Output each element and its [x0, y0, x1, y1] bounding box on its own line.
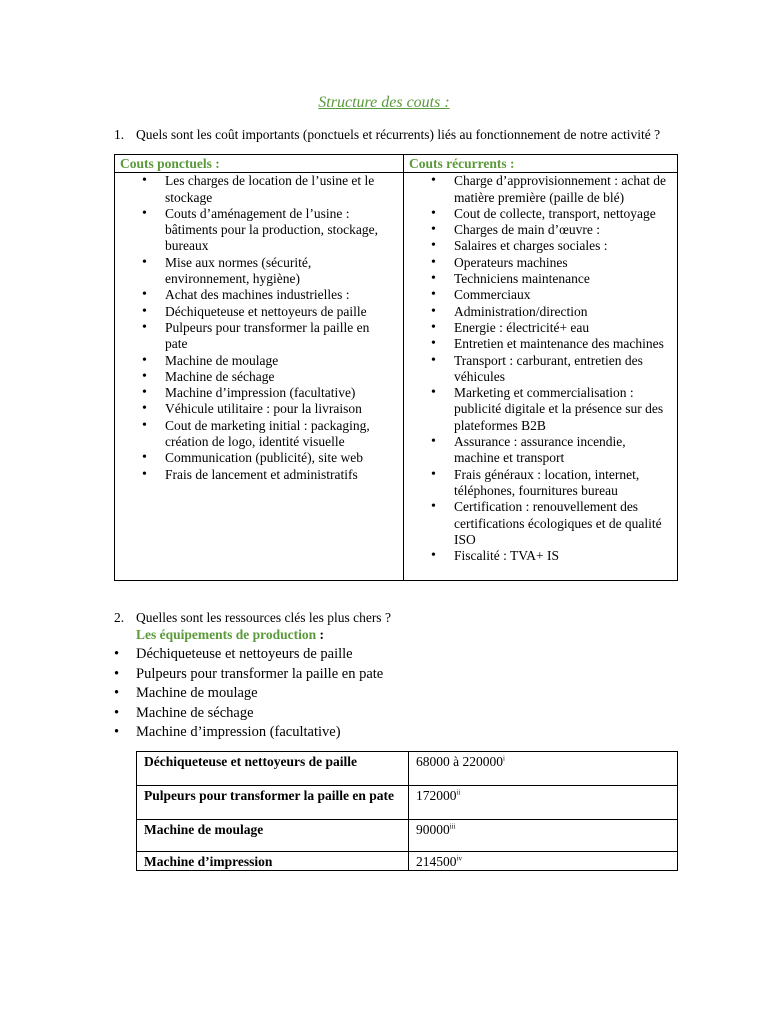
equipment-name-cell: Machine d’impression — [137, 852, 409, 871]
list-item: • Communication (publicité), site web — [115, 450, 403, 466]
equipment-subheading-colon: : — [316, 627, 325, 642]
list-item: • Frais généraux : location, internet, téléphones, fournitures bureau — [404, 467, 677, 500]
list-item: • Les charges de location de l’usine et le stockage — [115, 173, 403, 206]
question-2-number: 2. — [114, 610, 125, 625]
equipment-price-cell — [409, 786, 678, 820]
equipment-name-cell: Déchiqueteuse et nettoyeurs de paille — [137, 752, 409, 786]
equipment-price-cell — [409, 852, 678, 871]
equipment-subheading-text: Les équipements de production — [136, 627, 317, 642]
question-2 — [114, 609, 391, 626]
list-item: • Charges de main d’œuvre : — [404, 222, 677, 238]
list-item: • Machine d’impression (facultative) — [114, 723, 383, 743]
price-table — [136, 751, 678, 871]
list-item: • Machine d’impression (facultative) — [115, 385, 403, 401]
list-item: • Entretien et maintenance des machines — [404, 336, 677, 352]
list-item: • Achat des machines industrielles : — [115, 287, 403, 303]
ponctuels-list — [115, 173, 403, 483]
list-item: • Véhicule utilitaire : pour la livraison — [115, 401, 403, 417]
list-item: • Marketing et commercialisation : publicité digitale et la présence sur des plateformes B2B — [404, 385, 677, 434]
list-item: • Techniciens maintenance — [404, 271, 677, 287]
list-item: • Fiscalité : TVA+ IS — [404, 548, 677, 564]
question-1 — [114, 126, 660, 143]
list-item: • Charge d’approvisionnement : achat de matière première (paille de blé) — [404, 173, 677, 206]
equipment-price-cell — [409, 820, 678, 852]
table-row — [137, 820, 678, 852]
list-item: • Machine de moulage — [114, 684, 383, 704]
question-2-text: Quelles sont les ressources clés les plus chers ? — [136, 610, 391, 625]
footnote-marker: iv — [456, 854, 462, 863]
ponctuels-header: Couts ponctuels : — [115, 155, 404, 173]
equipment-list — [114, 645, 383, 743]
question-1-number: 1. — [114, 127, 125, 142]
recurrents-cell — [404, 173, 678, 581]
list-item: • Machine de séchage — [114, 704, 383, 724]
list-item: • Certification : renouvellement des certifications écologiques et de qualité ISO — [404, 499, 677, 548]
list-item: • Operateurs machines — [404, 255, 677, 271]
ponctuels-cell — [115, 173, 404, 581]
footnote-marker: ii — [456, 788, 461, 797]
costs-table — [114, 154, 678, 581]
list-item: • Energie : électricité+ eau — [404, 320, 677, 336]
list-item: • Couts d’aménagement de l’usine : bâtiments pour la production, stockage, bureaux — [115, 206, 403, 255]
equipment-name-cell: Pulpeurs pour transformer la paille en pate — [137, 786, 409, 820]
list-item: • Transport : carburant, entretien des véhicules — [404, 353, 677, 386]
price-value: 90000 — [416, 822, 450, 837]
list-item: • Cout de collecte, transport, nettoyage — [404, 206, 677, 222]
list-item: • Commerciaux — [404, 287, 677, 303]
list-item: • Mise aux normes (sécurité, environnement, hygiène) — [115, 255, 403, 288]
list-item: • Frais de lancement et administratifs — [115, 467, 403, 483]
list-item: • Pulpeurs pour transformer la paille en pate — [115, 320, 403, 353]
footnote-marker: iii — [449, 822, 456, 831]
list-item: • Administration/direction — [404, 304, 677, 320]
footnote-marker: i — [503, 754, 505, 763]
equipment-subheading — [136, 627, 324, 643]
question-1-text: Quels sont les coût importants (ponctuels et récurrents) liés au fonctionnement de notre activité ? — [136, 127, 661, 142]
list-item: • Assurance : assurance incendie, machine et transport — [404, 434, 677, 467]
page-title: Structure des couts : — [318, 94, 450, 111]
list-item: • Machine de séchage — [115, 369, 403, 385]
recurrents-header: Couts récurrents : — [404, 155, 678, 173]
table-row — [137, 852, 678, 871]
list-item: • Machine de moulage — [115, 353, 403, 369]
recurrents-list — [404, 173, 677, 564]
list-item: • Déchiqueteuse et nettoyeurs de paille — [114, 645, 383, 665]
list-item: • Salaires et charges sociales : — [404, 238, 677, 254]
price-value: 68000 à 220000 — [416, 754, 503, 769]
list-item: • Déchiqueteuse et nettoyeurs de paille — [115, 304, 403, 320]
table-row — [137, 752, 678, 786]
list-item: • Cout de marketing initial : packaging, création de logo, identité visuelle — [115, 418, 403, 451]
equipment-name-cell: Machine de moulage — [137, 820, 409, 852]
list-item: • Pulpeurs pour transformer la paille en pate — [114, 665, 383, 685]
price-value: 172000 — [416, 788, 457, 803]
table-row — [137, 786, 678, 820]
equipment-price-cell — [409, 752, 678, 786]
price-value: 214500 — [416, 854, 457, 869]
